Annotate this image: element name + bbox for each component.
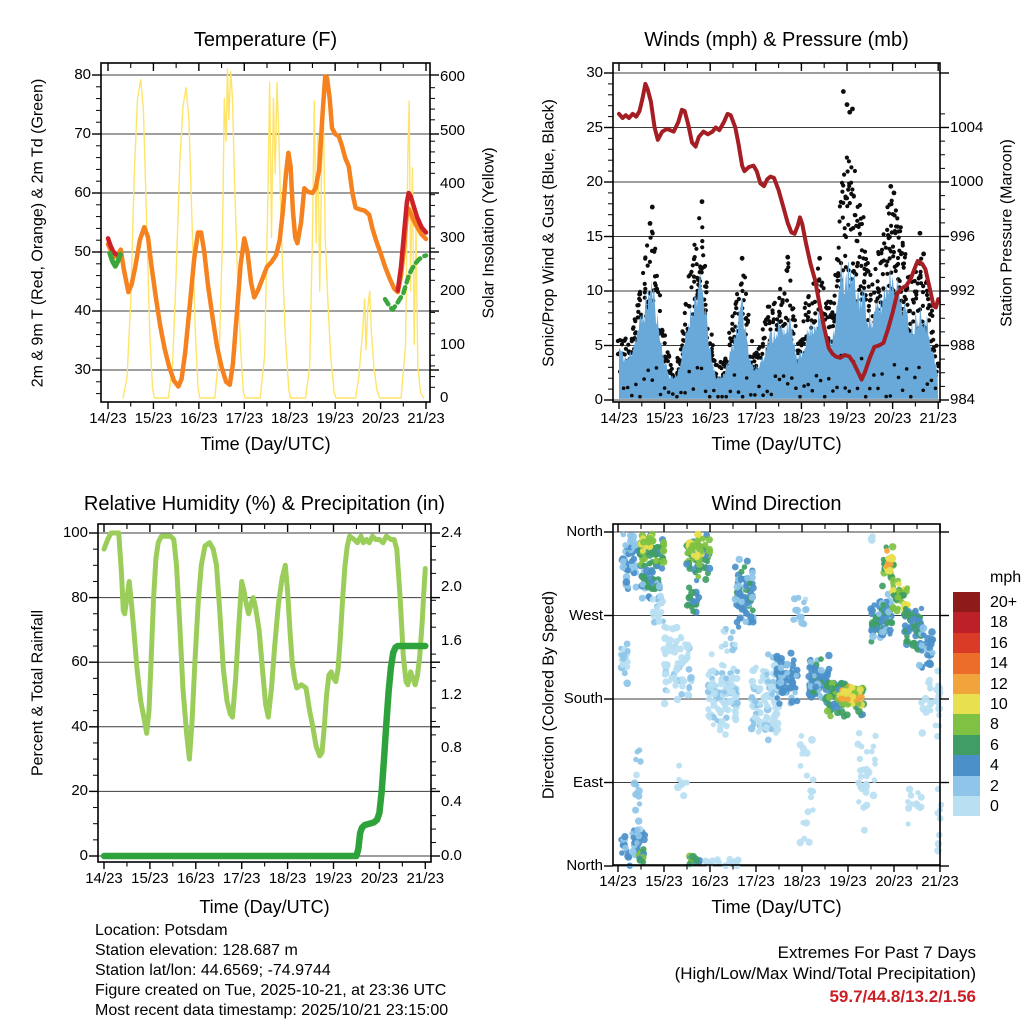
tick-label: 19/23: [316, 410, 354, 427]
colorbar-segment-label: 12: [990, 675, 1008, 693]
tick-label: 16/23: [691, 410, 729, 427]
tick-label: 40: [71, 717, 88, 735]
tick-label: 1.2: [441, 685, 462, 703]
tick-label: 0.8: [441, 739, 462, 757]
colorbar-segment-label: 6: [990, 736, 999, 754]
tick-label: 60: [74, 184, 91, 201]
tick-label: 20/23: [875, 873, 913, 890]
tick-label: East: [572, 773, 603, 791]
tick-label: 2.4: [441, 524, 462, 541]
tick-label: 988: [950, 336, 976, 354]
tick-label: 1004: [950, 118, 984, 136]
tick-label: 70: [74, 125, 91, 142]
winds-x-axis-label: Time (Day/UTC): [711, 434, 842, 454]
data-timestamp: Most recent data timestamp: 2025/10/21 23:15:00: [95, 1002, 449, 1019]
temperature-y-axis-label-left: 2m & 9m T (Red, Orange) & 2m Td (Green): [29, 78, 47, 388]
tick-label: 19/23: [829, 873, 867, 890]
tick-label: 992: [950, 282, 976, 299]
station-latlon: Station lat/lon: 44.6569; -74.9744: [95, 962, 331, 979]
tick-label: 20/23: [360, 870, 399, 887]
tick-label: 0.4: [441, 793, 462, 811]
tick-label: 80: [71, 588, 88, 606]
tick-label: 16/23: [180, 410, 218, 427]
tick-label: 40: [74, 302, 91, 319]
colorbar-segment: [953, 694, 980, 714]
tick-label: 25: [586, 118, 603, 136]
wind-direction-title: Wind Direction: [711, 493, 842, 515]
colorbar-segment: [953, 776, 980, 796]
tick-label: 17/23: [737, 873, 775, 890]
extremes-subtitle: (High/Low/Max Wind/Total Precipitation): [674, 964, 976, 983]
tick-label: 15/23: [134, 410, 173, 427]
colorbar-segment: [953, 592, 980, 612]
tick-label: 0: [594, 391, 603, 408]
colorbar-segment-label: 2: [990, 777, 999, 795]
tick-label: 19/23: [314, 870, 353, 887]
colorbar-segment-label: 0: [990, 798, 999, 815]
tick-label: 18/23: [782, 410, 821, 427]
tick-label: 500: [440, 121, 466, 139]
tick-label: 0: [79, 847, 88, 864]
tick-label: 80: [74, 66, 91, 83]
tick-label: 50: [74, 243, 91, 260]
tick-label: 21/23: [919, 410, 957, 427]
colorbar-title: mph: [990, 569, 1022, 586]
tick-label: 15: [586, 227, 603, 245]
tick-label: 17/23: [222, 870, 261, 887]
tick-label: 1.6: [441, 631, 462, 649]
colorbar-segment: [953, 674, 980, 694]
colorbar-segment-label: 14: [990, 655, 1008, 673]
colorbar-segment: [953, 612, 980, 632]
tick-label: 1000: [950, 173, 984, 190]
colorbar-segment: [953, 755, 980, 775]
temperature-x-axis-label: Time (Day/UTC): [200, 434, 331, 454]
temperature-y-axis-label-right: Solar Insolation (Yellow): [480, 147, 498, 319]
tick-label: 10: [586, 282, 603, 299]
tick-label: 984: [950, 391, 976, 408]
tick-label: 0.0: [441, 847, 462, 864]
wind-direction-x-axis-label: Time (Day/UTC): [711, 897, 842, 917]
humidity-title: Relative Humidity (%) & Precipitation (in): [83, 493, 446, 515]
tick-label: 18/23: [268, 870, 307, 887]
winds-y-axis-label-left: Sonic/Prop Wind & Gust (Blue, Black): [540, 99, 558, 367]
winds-plot: [613, 63, 940, 402]
tick-label: South: [563, 690, 603, 707]
extremes-title: Extremes For Past 7 Days: [777, 943, 976, 962]
colorbar-segment-label: 18: [990, 614, 1008, 632]
colorbar-segment: [953, 714, 980, 734]
winds-y-axis-label-right: Station Pressure (Maroon): [998, 139, 1016, 327]
tick-label: 100: [440, 335, 466, 353]
tick-label: 14/23: [599, 873, 637, 890]
tick-label: 21/23: [921, 873, 959, 890]
colorbar-segment-label: 16: [990, 634, 1008, 652]
colorbar-segment-label: 10: [990, 696, 1008, 713]
wind-direction-plot: [613, 524, 940, 865]
tick-label: 14/23: [89, 410, 127, 427]
tick-label: 600: [440, 68, 466, 85]
colorbar-segment-label: 4: [990, 757, 999, 775]
tick-label: 996: [950, 227, 976, 245]
colorbar-segment: [953, 796, 980, 816]
temperature-title: Temperature (F): [193, 29, 338, 51]
tick-label: 15/23: [645, 410, 684, 427]
tick-label: 14/23: [85, 870, 123, 887]
tick-label: 21/23: [407, 410, 445, 427]
tick-label: 15/23: [131, 870, 169, 887]
tick-label: North: [566, 857, 603, 874]
station-location: Location: Potsdam: [95, 922, 228, 939]
colorbar-segment: [953, 735, 980, 755]
tick-label: 18/23: [270, 410, 309, 427]
tick-label: 20/23: [873, 410, 912, 427]
tick-label: 20/23: [361, 410, 400, 427]
tick-label: 100: [62, 524, 88, 541]
tick-label: 400: [440, 175, 466, 192]
temperature-plot: [101, 63, 430, 402]
colorbar-segment: [953, 633, 980, 653]
tick-label: 18/23: [783, 873, 821, 890]
colorbar-segment-label: 20+: [990, 594, 1018, 611]
tick-label: 20: [71, 782, 88, 800]
tick-label: 300: [440, 228, 466, 246]
tick-label: 16/23: [177, 870, 215, 887]
humidity-x-axis-label: Time (Day/UTC): [199, 897, 330, 917]
tick-label: 0: [440, 389, 449, 406]
figure-created: Figure created on Tue, 2025-10-21, at 23:36 UTC: [95, 982, 447, 999]
extremes-values: 59.7/44.8/13.2/1.56: [829, 987, 976, 1006]
tick-label: 5: [594, 336, 603, 354]
tick-label: 15/23: [645, 873, 683, 890]
tick-label: 200: [440, 282, 466, 299]
winds-title: Winds (mph) & Pressure (mb): [644, 29, 909, 51]
tick-label: 14/23: [600, 410, 638, 427]
tick-label: 30: [74, 361, 91, 378]
station-elevation: Station elevation: 128.687 m: [95, 942, 298, 959]
tick-label: 2.0: [441, 577, 462, 595]
tick-label: 20: [586, 173, 603, 190]
colorbar-segment: [953, 653, 980, 673]
humidity-y-axis-label-left: Percent & Total Rainfall: [29, 609, 47, 777]
humidity-plot: [98, 524, 431, 862]
tick-label: 16/23: [691, 873, 729, 890]
tick-label: 60: [71, 653, 88, 671]
tick-label: 17/23: [737, 410, 775, 427]
colorbar-segment-label: 8: [990, 716, 999, 734]
tick-label: 19/23: [828, 410, 866, 427]
tick-label: 17/23: [225, 410, 264, 427]
tick-label: 21/23: [406, 870, 445, 887]
tick-label: North: [566, 523, 603, 540]
tick-label: West: [569, 606, 603, 624]
wind-direction-y-axis-label-left: Direction (Colored By Speed): [540, 590, 558, 800]
tick-label: 30: [586, 64, 603, 81]
